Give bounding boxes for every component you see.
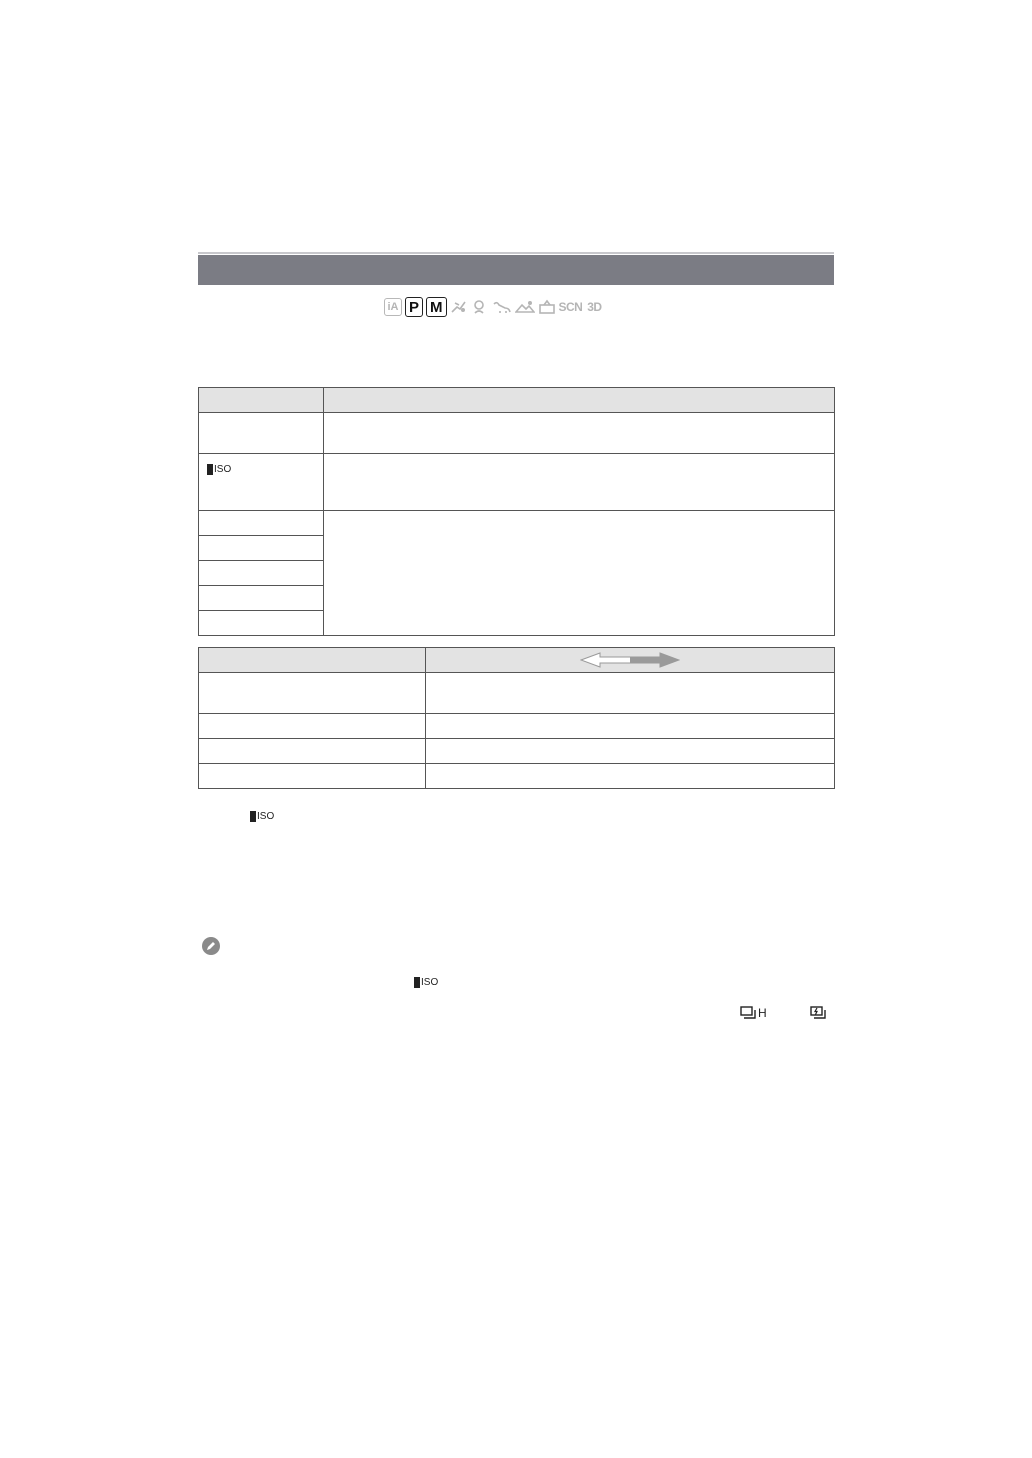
portrait-icon [538,298,556,316]
header-cell-label [199,648,426,673]
table-cell [324,511,835,636]
table-cell [199,561,324,586]
header-cell-description [324,388,835,413]
iso-comparison-table [198,647,835,789]
table-row [199,739,835,764]
intelligent-iso-icon: ISO [414,977,438,988]
p-mode-icon: P [405,297,423,317]
table-cell [199,764,426,789]
table-row [199,673,835,714]
table-row [199,454,835,511]
table-cell [324,413,835,454]
note-pencil-icon [202,937,220,955]
double-arrow-icon [580,652,680,668]
header-rule [198,252,834,254]
pet-icon [492,298,512,316]
baby-icon [471,298,489,316]
table-header-row [199,388,835,413]
table-cell [199,673,426,714]
table-cell [426,714,835,739]
scenery-icon [515,298,535,316]
burst-high-icon: H [740,1006,767,1020]
header-cell-arrow [426,648,835,673]
table-cell [426,673,835,714]
intelligent-iso-icon: ISO [250,811,274,822]
table-cell [199,714,426,739]
table-cell [199,511,324,536]
table-cell [199,413,324,454]
header-cell-setting [199,388,324,413]
table-cell [199,739,426,764]
3d-mode-icon: 3D [587,300,602,314]
flash-burst-icon [810,1006,828,1020]
table-cell [199,454,324,511]
table-header-row [199,648,835,673]
scn-mode-icon: SCN [558,300,583,314]
table-cell [324,454,835,511]
applicable-modes-row [384,296,603,318]
table-row [199,511,835,536]
table-row [199,714,835,739]
iso-settings-table [198,387,835,636]
sports-icon [450,298,468,316]
m-mode-icon: M [426,297,447,317]
table-cell [426,764,835,789]
ia-mode-icon: iA [384,298,402,316]
table-row [199,413,835,454]
section-header-bar [198,255,834,285]
intelligent-iso-icon: ISO [207,464,231,475]
table-row [199,764,835,789]
table-cell [199,586,324,611]
table-cell [199,536,324,561]
table-cell [199,611,324,636]
table-cell [426,739,835,764]
